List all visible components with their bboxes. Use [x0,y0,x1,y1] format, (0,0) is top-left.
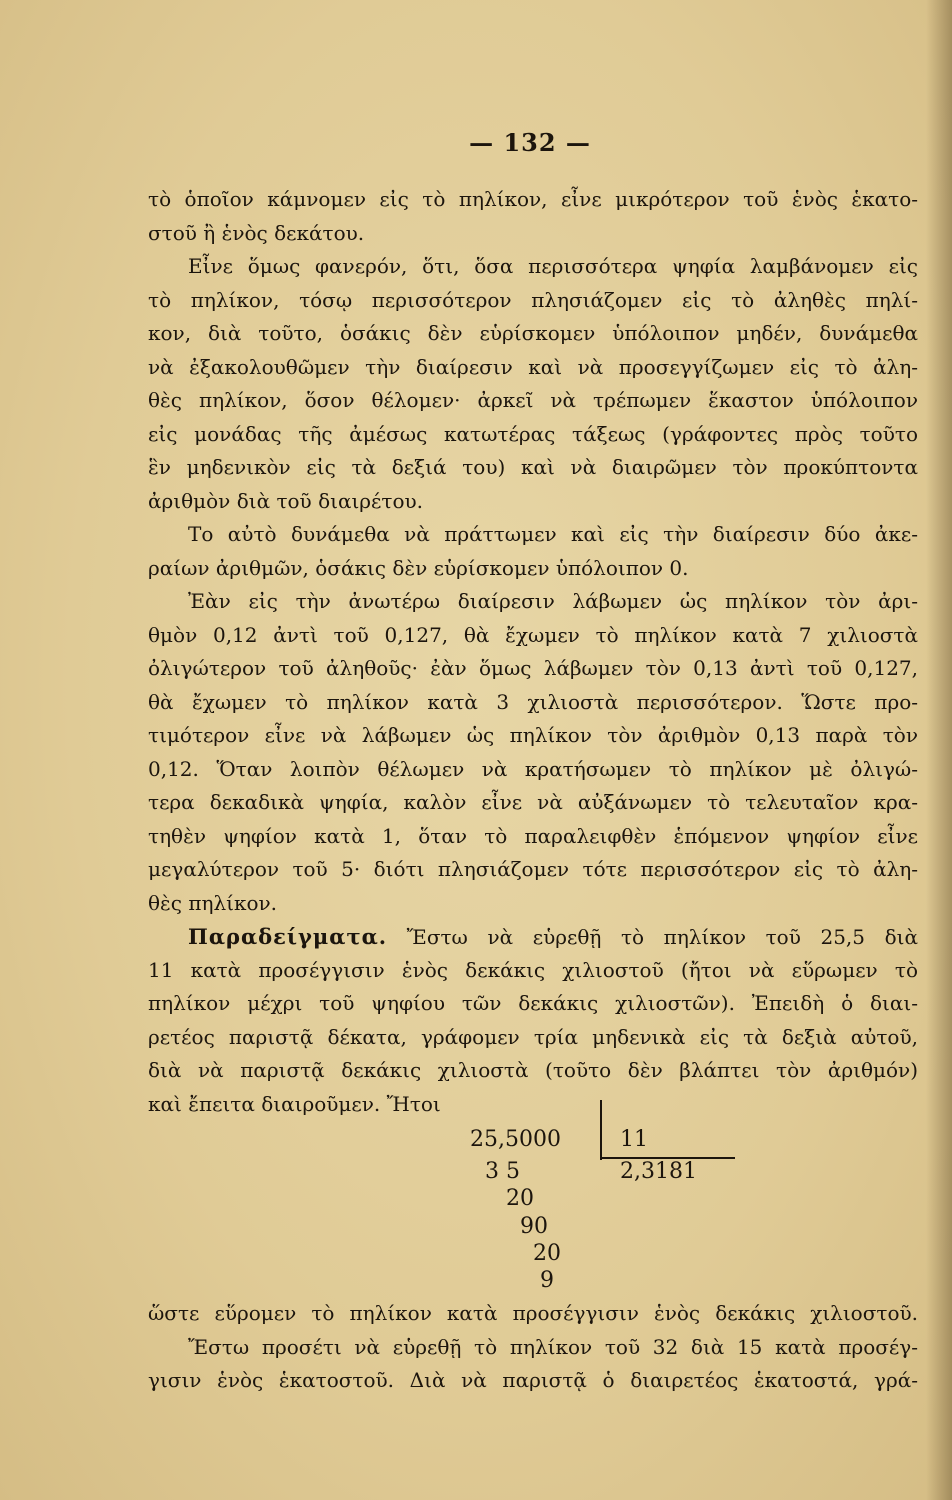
division-remainder: 9 [540,1268,554,1293]
division-remainder: 20 [506,1186,534,1211]
text-line: τὸ ὁποῖον κάμνομεν εἰς τὸ πηλίκον, εἶνε μικρότερον τοῦ ἑνὸς ἑκατο- [148,187,918,211]
text-line: στοῦ ἢ ἑνὸς δεκάτου. [148,220,365,245]
text-line: Ἐὰν εἰς τὴν ἀνωτέρω διαίρεσιν λάβωμεν ὡς πηλίκον τὸν ἀρι- [188,589,918,613]
example-intro-text: Ἔστω νὰ εὑρεθῇ τὸ πηλίκον τοῦ 25,5 διὰ [406,925,919,949]
dividend: 25,5000 [470,1127,561,1152]
text-line: τηθὲν ψηφίον κατὰ 1, ὅταν τὸ παραλειφθὲν ἑπόμενον ψηφίον εἶνε [148,823,918,848]
division-remainder: 90 [520,1214,548,1239]
text-line: θὲς πηλίκον. [148,890,278,915]
page-edge-shadow [926,0,952,1500]
division-horizontal-rule [600,1157,735,1159]
text-line: Ἔστω προσέτι νὰ εὑρεθῇ τὸ πηλίκον τοῦ 32 διὰ 15 κατὰ προσέγ- [188,1334,918,1359]
text-line: θὲς πηλίκον, ὅσον θέλομεν· ἀρκεῖ νὰ τρέπωμεν ἕκαστον ὑπόλοιπον [148,388,918,412]
text-line: εἰς μονάδας τῆς ἀμέσως κατωτέρας τάξεως (γράφοντες πρὸς τοῦτο [148,421,918,446]
page-number: — 132 — [469,128,591,157]
division-remainder: 20 [533,1241,561,1266]
text-line: πηλίκον μέχρι τοῦ ψηφίου τῶν δεκάκις χιλιοστῶν). Ἐπειδὴ ὁ διαι- [148,991,918,1015]
text-line: ἀριθμὸν διὰ τοῦ διαιρέτου. [148,488,424,513]
main-paragraphs [148,183,918,1121]
example-first-line [148,920,918,954]
text-line: γισιν ἑνὸς ἑκατοστοῦ. Διὰ νὰ παριστᾷ ὁ διαιρετέος ἑκατοστά, γρά- [148,1368,918,1392]
text-line: διὰ νὰ παριστᾷ δεκάκις χιλιοστὰ (τοῦτο δὲν βλάπτει τὸν ἀριθμόν) [148,1058,918,1082]
quotient: 2,3181 [620,1159,697,1184]
text-line: καὶ ἔπειτα διαιροῦμεν. Ἤτοι [148,1091,441,1116]
closing-paragraph [148,1297,918,1398]
text-line: θὰ ἔχωμεν τὸ πηλίκον κατὰ 3 χιλιοστὰ περισσότερον. Ὥστε προ- [148,689,918,714]
example-heading: Παραδείγματα. [188,924,388,949]
text-line: νὰ ἐξακολουθῶμεν τὴν διαίρεσιν καὶ νὰ προσεγγίζωμεν εἰς τὸ ἀλη- [148,354,918,379]
text-line: τιμότερον εἶνε νὰ λάβωμεν ὡς πηλίκον τὸν ἀριθμὸν 0,13 παρὰ τὸν [148,723,918,747]
text-line: Εἶνε ὅμως φανερόν, ὅτι, ὅσα περισσότερα ψηφία λαμβάνομεν εἰς [188,254,918,278]
text-line: 11 κατὰ προσέγγισιν ἑνὸς δεκάκις χιλιοστοῦ (ἤτοι νὰ εὕρωμεν τὸ [148,957,918,982]
text-line: θμὸν 0,12 ἀντὶ τοῦ 0,127, θὰ ἔχωμεν τὸ πηλίκον κατὰ 7 χιλιοστὰ [148,622,918,647]
division-remainder: 3 5 [485,1159,520,1184]
text-line: ὥστε εὕρομεν τὸ πηλίκον κατὰ προσέγγισιν ἑνὸς δεκάκις χιλιοστοῦ. [148,1301,918,1325]
text-line: Το αὐτὸ δυνάμεθα νὰ πράττωμεν καὶ εἰς τὴν διαίρεσιν δύο ἀκε- [188,522,918,546]
text-line: τὸ πηλίκον, τόσῳ περισσότερον πλησιάζομεν εἰς τὸ ἀληθὲς πηλί- [148,287,918,312]
text-line: ρετέος παριστᾷ δέκατα, γράφομεν τρία μηδενικὰ εἰς τὰ δεξιὰ αὐτοῦ, [148,1024,918,1049]
text-line: κον, διὰ τοῦτο, ὁσάκις δὲν εὑρίσκομεν ὑπόλοιπον μηδέν, δυνάμεθα [148,321,918,345]
text-line: ὀλιγώτερον τοῦ ἀληθοῦς· ἐὰν ὅμως λάβωμεν τὸν 0,13 ἀντὶ τοῦ 0,127, [148,656,918,680]
text-line: μεγαλύτερον τοῦ 5· διότι πλησιάζομεν τότε περισσότερον εἰς τὸ ἀλη- [148,857,918,881]
text-line: 0,12. Ὅταν λοιπὸν θέλωμεν νὰ κρατήσωμεν τὸ πηλίκον μὲ ὀλιγώ- [148,756,918,781]
divisor: 11 [620,1127,648,1152]
text-line: ραίων ἀριθμῶν, ὁσάκις δὲν εὑρίσκομεν ὑπόλοιπον 0. [148,555,689,580]
text-line: ἓν μηδενικὸν εἰς τὰ δεξιά του) καὶ νὰ διαιρῶμεν τὸν προκύπτοντα [148,455,918,479]
text-line: τερα δεκαδικὰ ψηφία, καλὸν εἶνε νὰ αὐξάνωμεν τὸ τελευταῖον κρα- [148,790,918,814]
